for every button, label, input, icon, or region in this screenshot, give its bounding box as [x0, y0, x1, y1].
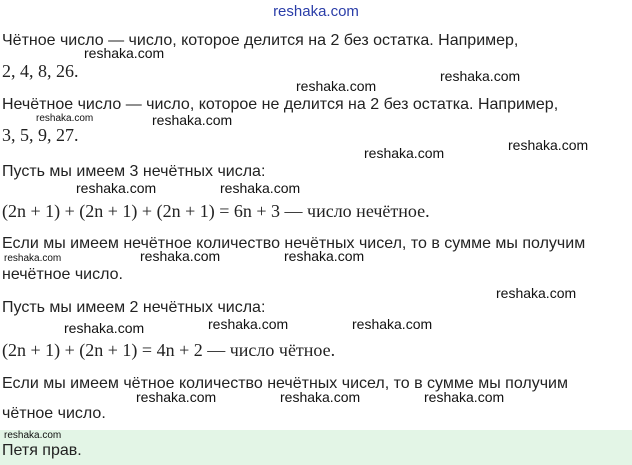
- watermark: reshaka.com: [296, 78, 377, 94]
- watermark: reshaka.com: [440, 68, 521, 84]
- text-line-odd-definition: Нечётное число — число, которое не делится на 2 без остатка. Например,: [2, 96, 559, 113]
- text-line-two-odd: Пусть мы имеем 2 нечётных числа:: [2, 299, 266, 316]
- text-line-even-definition: Чётное число — число, которое делится на 2 без остатка. Например,: [2, 32, 519, 49]
- text-line-odd-examples: 3, 5, 9, 27.: [2, 125, 79, 145]
- watermark: reshaka.com: [364, 145, 445, 161]
- text-line-odd-count-cont: нечётное число.: [2, 266, 123, 283]
- watermark: reshaka.com: [4, 430, 62, 441]
- site-header[interactable]: reshaka.com: [273, 3, 359, 20]
- watermark: reshaka.com: [36, 113, 94, 124]
- watermark: reshaka.com: [64, 320, 145, 336]
- watermark: reshaka.com: [280, 389, 361, 405]
- watermark: reshaka.com: [508, 137, 589, 153]
- watermark: reshaka.com: [76, 180, 157, 196]
- watermark: reshaka.com: [4, 253, 62, 264]
- watermark: reshaka.com: [284, 248, 365, 264]
- watermark: reshaka.com: [424, 389, 505, 405]
- watermark: reshaka.com: [152, 112, 233, 128]
- answer-text: Петя прав.: [2, 442, 82, 459]
- watermark: reshaka.com: [140, 248, 221, 264]
- formula-two-odd: (2n + 1) + (2n + 1) = 4n + 2 — число чётное.: [2, 340, 336, 360]
- watermark: reshaka.com: [208, 316, 289, 332]
- text-line-even-count-cont: чётное число.: [2, 405, 106, 422]
- watermark: reshaka.com: [352, 316, 433, 332]
- text-line-even-examples: 2, 4, 8, 26.: [2, 61, 79, 81]
- text-line-three-odd: Пусть мы имеем 3 нечётных числа:: [2, 163, 266, 180]
- watermark: reshaka.com: [496, 285, 577, 301]
- answer-box: [0, 430, 632, 465]
- watermark: reshaka.com: [220, 180, 301, 196]
- text-line-odd-count: Если мы имеем нечётное количество нечётных чисел, то в сумме мы получим: [2, 235, 586, 252]
- formula-three-odd: (2n + 1) + (2n + 1) + (2n + 1) = 6n + 3 — число нечётное.: [2, 201, 430, 221]
- text-line-even-count: Если мы имеем чётное количество нечётных чисел, то в сумме мы получим: [2, 375, 568, 392]
- watermark: reshaka.com: [136, 389, 217, 405]
- watermark: reshaka.com: [84, 45, 165, 61]
